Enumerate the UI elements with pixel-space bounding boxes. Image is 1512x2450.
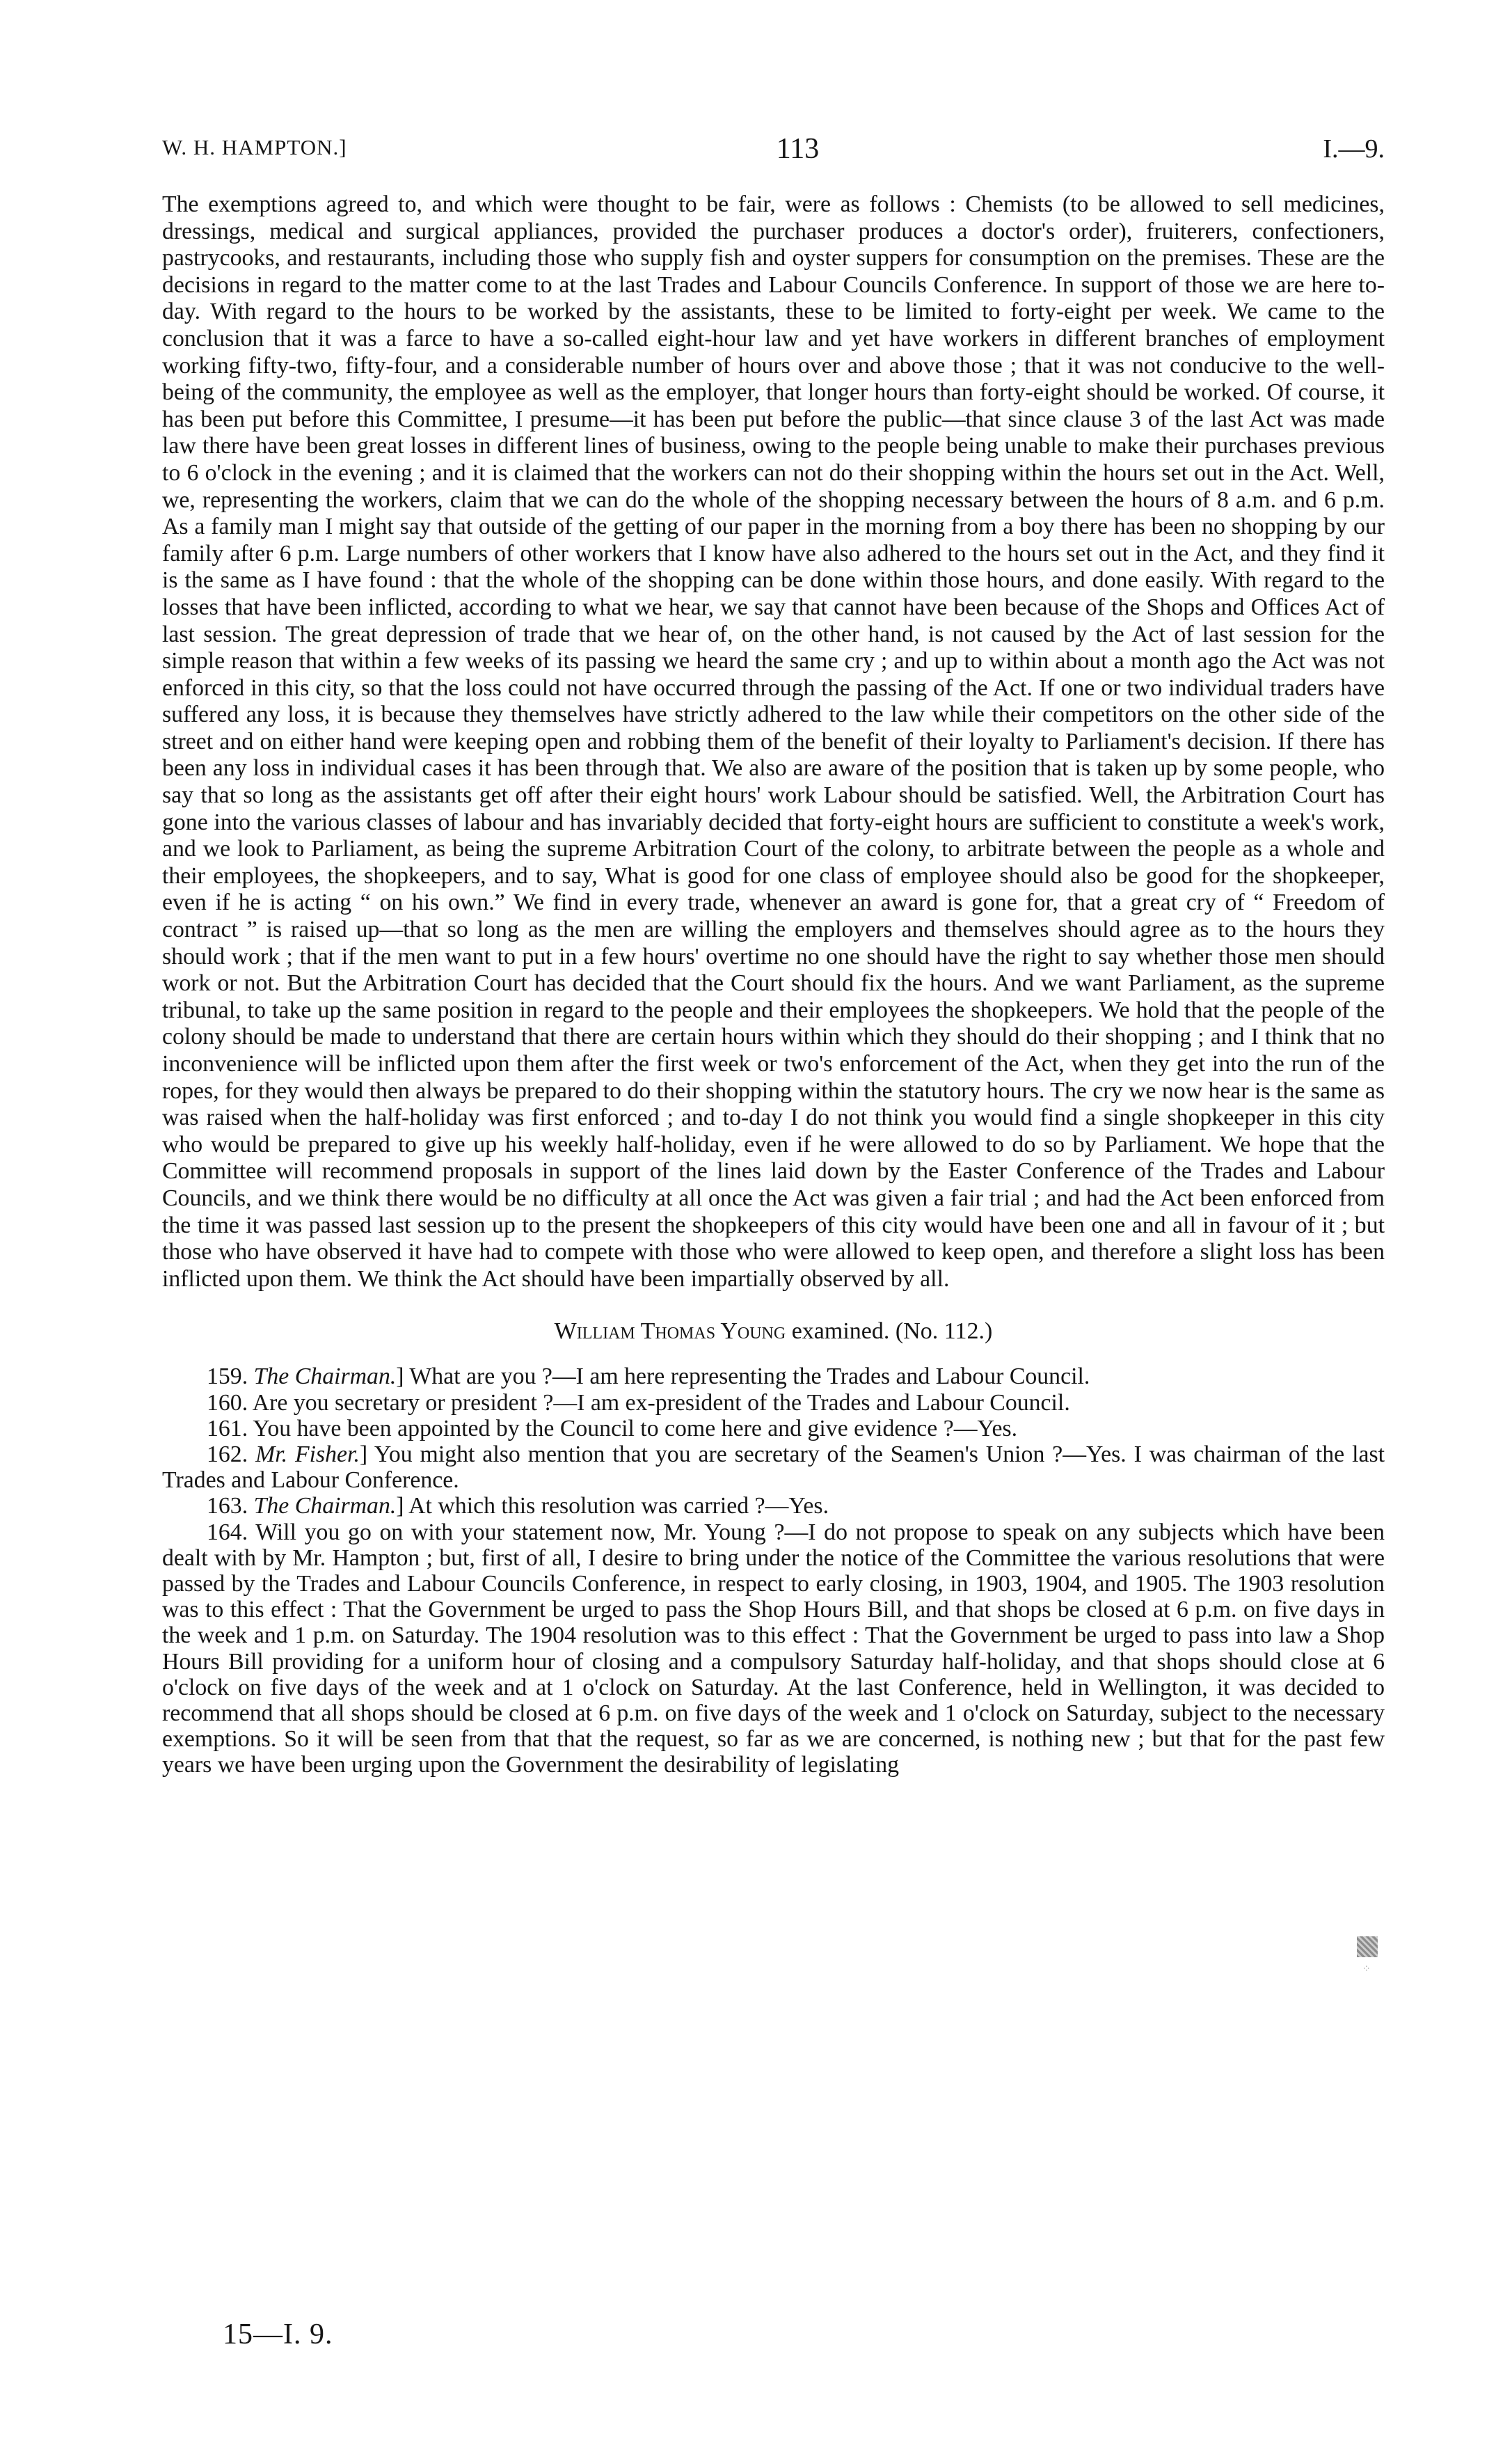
question-speaker: The Chairman. <box>253 1364 397 1390</box>
question-number: 164. <box>207 1519 248 1545</box>
question-number: 160. <box>207 1389 248 1416</box>
question-speaker: The Chairman. <box>253 1493 397 1519</box>
speaker-bracket: ] <box>396 1493 409 1519</box>
speaker-bracket: ] <box>359 1441 374 1467</box>
ink-speck-icon: ⁘ <box>1362 1964 1371 1975</box>
witness-heading <box>162 1318 1385 1345</box>
scan-mark-icon <box>1357 1936 1378 1957</box>
page-number: 113 <box>776 133 820 165</box>
question-159 <box>162 1364 1385 1389</box>
question-163 <box>162 1493 1385 1519</box>
question-162 <box>162 1441 1385 1493</box>
speaker-bracket: ] <box>396 1364 410 1390</box>
question-text: What are you ?—I am here representing the Trades and Labour Council. <box>409 1364 1090 1390</box>
question-text: You might also mention that you are secretary of the Seamen's Union ?—Yes. I was chairman of the last Trades and Labour Conference. <box>162 1441 1385 1494</box>
question-161 <box>162 1416 1385 1441</box>
page-body <box>162 191 1385 1778</box>
witness-running-head: W. H. HAMPTON.] <box>162 135 347 159</box>
question-number: 161. <box>207 1415 248 1441</box>
question-164 <box>162 1519 1385 1778</box>
question-speaker: Mr. Fisher. <box>255 1441 360 1467</box>
question-text: At which this resolution was carried ?—Yes. <box>408 1493 829 1519</box>
question-number: 159. <box>207 1364 248 1390</box>
question-text: You have been appointed by the Council to come here and give evidence ?—Yes. <box>253 1415 1018 1441</box>
witness-heading-suffix: examined. (No. 112.) <box>786 1318 993 1345</box>
document-reference: I.—9. <box>1323 134 1385 164</box>
question-160 <box>162 1390 1385 1416</box>
printer-signature: 15—I. 9. <box>223 2318 333 2350</box>
witness-name: William Thomas Young <box>554 1318 786 1345</box>
page-header <box>162 132 1385 171</box>
question-text: Will you go on with your statement now, Mr. Young ?—I do not propose to speak on any subjects which have been dealt with by Mr. Hampton ; but, first of all, I desire to bring under the notice of the Committee the various resolutions that were passed by the Trades and Labour Councils Conference, in respect to early closing, in 1903, 1904, and 1905. The 1903 resolution was to this effect : That the Government be urged to pass the Shop Hours Bill, and that shops be closed at 6 p.m. on five days in the week and 1 p.m. on Saturday. The 1904 resolution was to this effect : That the Government be urged to pass into law a Shop Hours Bill providing for a uniform hour of closing and a compulsory Saturday half-holiday, and that shops should close at 6 o'clock on five days of the week and at 1 o'clock on Saturday. At the last Conference, held in Wellington, it was decided to recommend that all shops should be closed at 6 p.m. on five days of the week and 1 o'clock on Saturday, subject to the necessary exemptions. So it will be seen from that that the request, so far as we are concerned, is nothing new ; but that for the past few years we have been urging upon the Government the desirability of legislating <box>162 1519 1385 1778</box>
question-text: Are you secretary or president ?—I am ex-president of the Trades and Labour Council. <box>252 1389 1070 1416</box>
question-number: 162. <box>207 1441 248 1467</box>
evidence-paragraph: The exemptions agreed to, and which were thought to be fair, were as follows : Chemists (to be allowed to sell medicines, dressings, medical and surgical appliances, provided the purchaser produces a doctor's order), fruiterers, confectioners, pastrycooks, and restaurants, including those who supply fish and oyster suppers for consumption on the premises. These are the decisions in regard to the matter come to at the last Trades and Labour Councils Conference. In support of those we are here to-day. With regard to the hours to be worked by the assistants, these to be limited to forty-eight per week. We came to the conclusion that it was a farce to have a so-called eight-hour law and yet have workers in different branches of employment working fifty-two, fifty-four, and a considerable number of hours over and above those ; that it was not conducive to the well-being of the community, the employee as well as the employer, that longer hours than forty-eight should be worked. Of course, it has been put before this Committee, I presume—it has been put before the public—that since clause 3 of the last Act was made law there have been great losses in different lines of business, owing to the people being unable to make their purchases previous to 6 o'clock in the evening ; and it is claimed that the workers can not do their shopping within the hours set out in the Act. Well, we, representing the workers, claim that we can do the whole of the shopping necessary between the hours of 8 a.m. and 6 p.m. As a family man I might say that outside of the getting of our paper in the morning from a boy there has been no shopping by our family after 6 p.m. Large numbers of other workers that I know have also adhered to the hours set out in the Act, and they find it is the same as I have found : that the whole of the shopping can be done within those hours, and done easily. With regard to the losses that have been inflicted, according to what we hear, we say that cannot have been because of the Shops and Offices Act of last session. The great depression of trade that we hear of, on the other hand, is not caused by the Act of last session for the simple reason that within a few weeks of its passing we heard the same cry ; and up to within about a month ago the Act was not enforced in this city, so that the loss could not have occurred through the passing of the Act. If one or two individual traders have suffered any loss, it is because they themselves have strictly adhered to the law while their competitors on the other side of the street and on either hand were keeping open and robbing them of the benefit of their loyalty to Parliament's decision. If there has been any loss in individual cases it has been through that. We also are aware of the position that is taken up by some people, who say that so long as the assistants get off after their eight hours' work Labour should be satisfied. Well, the Arbitration Court has gone into the various classes of labour and has invariably decided that forty-eight hours are sufficient to constitute a week's work, and we look to Parliament, as being the supreme Arbitration Court of the colony, to arbitrate between the people as a whole and their employees, the shopkeepers, and to say, What is good for one class of employee should also be good for the shopkeeper, even if he is acting “ on his own.” We find in every trade, whenever an award is gone for, that a great cry of “ Freedom of contract ” is raised up—that so long as the men are willing the employers and themselves should agree as to the hours they should work ; that if the men want to put in a few hours' overtime no one should have the right to say whether those men should work or not. But the Arbitration Court has decided that the Court should fix the hours. And we want Parliament, as the supreme tribunal, to take up the same position in regard to the people and their employees the shopkeepers. We hold that the people of the colony should be made to understand that there are certain hours within which they should do their shopping ; and I think that no inconvenience will be inflicted upon them after the first week or two's enforcement of the Act, when they get into the run of the ropes, for they would then always be prepared to do their shopping within the statutory hours. The cry we now hear is the same as was raised when the half-holiday was first enforced ; and to-day I do not think you would find a single shopkeeper in this city who would be prepared to give up his weekly half-holiday, even if he were allowed to do so by Parliament. We hope that the Committee will recommend proposals in support of the lines laid down by the Easter Conference of the Trades and Labour Councils, and we think there would be no difficulty at all once the Act was given a fair trial ; and had the Act been enforced from the time it was passed last session up to the present the shopkeepers of this city would have been one and all in favour of it ; but those who have observed it have had to compete with those who were allowed to keep open, and therefore a slight loss has been inflicted upon them. We think the Act should have been impartially observed by all. <box>162 191 1385 1292</box>
question-number: 163. <box>207 1493 248 1519</box>
